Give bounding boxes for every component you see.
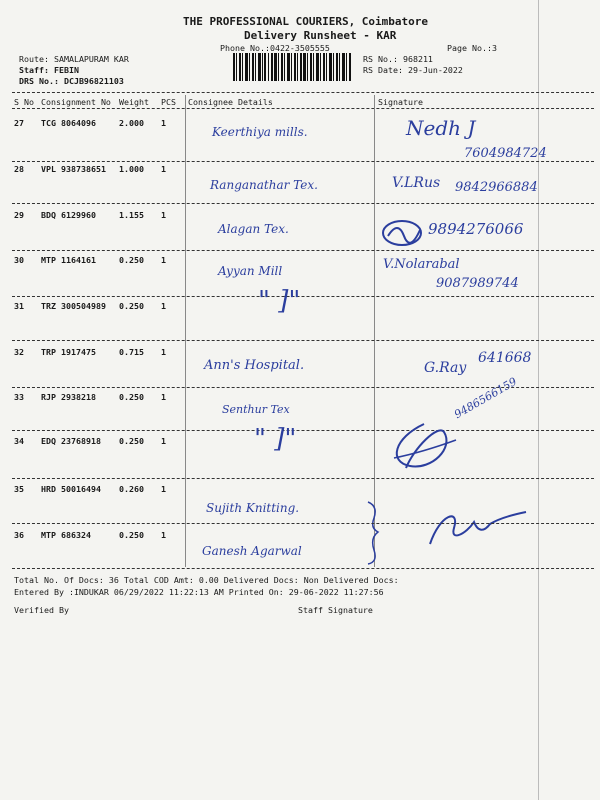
row-consignment: HRD 50016494 (41, 484, 101, 494)
header-divider (12, 92, 594, 93)
row-weight: 0.260 (119, 484, 144, 494)
row-consignee-handwriting: Alagan Tex. (218, 222, 289, 236)
row-weight: 0.715 (119, 347, 144, 357)
row-weight: 0.250 (119, 255, 144, 265)
row-weight: 0.250 (119, 301, 144, 311)
rs-date: RS Date: 29-Jun-2022 (363, 65, 463, 75)
row-sno: 27 (14, 118, 24, 128)
row-consignee-handwriting: Senthur Tex (222, 403, 290, 416)
row-signature-phone: 9894276066 (428, 220, 524, 238)
row-pcs: 1 (161, 530, 166, 540)
row-consignment: TCG 8064096 (41, 118, 96, 128)
row-sno: 34 (14, 436, 24, 446)
row-weight: 0.250 (119, 436, 144, 446)
row-weight: 0.250 (119, 530, 144, 540)
page-number: Page No.:3 (447, 43, 497, 53)
row-sno: 31 (14, 301, 24, 311)
row-sno: 28 (14, 164, 24, 174)
row-divider (12, 296, 594, 297)
col-weight: Weight (119, 97, 149, 107)
route-label: Route: SAMALAPURAM KAR (19, 54, 129, 64)
bracket-mark-icon (364, 498, 384, 568)
row-weight: 2.000 (119, 118, 144, 128)
row-weight: 1.000 (119, 164, 144, 174)
row-signature-phone: 9486566159 (452, 375, 520, 422)
ditto-mark: " ]" (258, 286, 301, 316)
row-consignee-handwriting: Ayyan Mill (218, 264, 283, 278)
col-pcs: PCS (161, 97, 176, 107)
row-pcs: 1 (161, 484, 166, 494)
col-consignment: Consignment No (41, 97, 111, 107)
row-consignment: RJP 2938218 (41, 392, 96, 402)
page-edge-line (538, 0, 539, 800)
row-weight: 1.155 (119, 210, 144, 220)
row-divider (12, 161, 594, 162)
row-consignment: TRP 1917475 (41, 347, 96, 357)
phone-number: Phone No.:0422-3505555 (220, 43, 330, 53)
row-pcs: 1 (161, 210, 166, 220)
row-consignee-handwriting: Ranganathar Tex. (210, 178, 318, 192)
row-weight: 0.250 (119, 392, 144, 402)
entered-by-line: Entered By :INDUKAR 06/29/2022 11:22:13 AM Printed On: 29-06-2022 11:27:56 (14, 587, 384, 597)
row-sno: 30 (14, 255, 24, 265)
consignee-column-line (185, 95, 186, 567)
rs-number: RS No.: 968211 (363, 54, 433, 64)
row-divider (12, 250, 594, 251)
staff-signature-label: Staff Signature (298, 605, 373, 615)
row-consignee-handwriting: Keerthiya mills. (212, 125, 308, 139)
row-divider (12, 568, 594, 569)
row-signature: G.Ray (424, 360, 467, 376)
sheet-title: Delivery Runsheet - KAR (244, 29, 397, 42)
row-sno: 29 (14, 210, 24, 220)
row-sno: 32 (14, 347, 24, 357)
row-consignment: EDQ 23768918 (41, 436, 101, 446)
ditto-mark: " ]" (254, 424, 297, 454)
row-consignment: BDQ 6129960 (41, 210, 96, 220)
totals-line: Total No. Of Docs: 36 Total COD Amt: 0.00 Delivered Docs: Non Delivered Docs: (14, 575, 399, 585)
row-signature: V.Nolarabal (383, 257, 460, 272)
row-sno: 35 (14, 484, 24, 494)
signature-column-line (374, 95, 375, 567)
row-divider (12, 478, 594, 479)
signature-scribble-icon (384, 418, 462, 478)
row-pcs: 1 (161, 301, 166, 311)
row-signature-phone: 9842966884 (455, 180, 538, 195)
signature-scribble-icon (380, 216, 428, 248)
row-signature-phone: 9087989744 (436, 276, 519, 291)
row-pcs: 1 (161, 164, 166, 174)
row-pcs: 1 (161, 118, 166, 128)
signature-scribble-icon (420, 504, 530, 550)
row-pcs: 1 (161, 255, 166, 265)
col-consignee: Consignee Details (188, 97, 273, 107)
row-signature: V.LRus (392, 175, 441, 191)
row-divider (12, 523, 594, 524)
staff-label: Staff: FEBIN (19, 65, 79, 75)
row-divider (12, 430, 594, 431)
row-signature-phone: 7604984724 (464, 146, 547, 161)
row-pcs: 1 (161, 392, 166, 402)
row-divider (12, 203, 594, 204)
row-consignment: MTP 686324 (41, 530, 91, 540)
row-pcs: 1 (161, 347, 166, 357)
row-divider (12, 340, 594, 341)
verified-by-label: Verified By (14, 605, 69, 615)
row-pcs: 1 (161, 436, 166, 446)
row-signature: Nedh J (406, 116, 476, 140)
row-consignee-handwriting: Ganesh Agarwal (202, 544, 302, 558)
row-consignment: TRZ 300504989 (41, 301, 106, 311)
barcode-image (233, 53, 351, 81)
drs-number: DRS No.: DCJB96821103 (19, 76, 124, 86)
row-signature-phone: 641668 (478, 350, 532, 366)
row-consignee-handwriting: Sujith Knitting. (206, 501, 300, 515)
row-consignee-handwriting: Ann's Hospital. (204, 358, 305, 373)
row-consignment: VPL 938738651 (41, 164, 106, 174)
row-consignment: MTP 1164161 (41, 255, 96, 265)
row-sno: 36 (14, 530, 24, 540)
col-signature: Signature (378, 97, 423, 107)
company-title: THE PROFESSIONAL COURIERS, Coimbatore (183, 15, 429, 28)
col-sno: S No (14, 97, 34, 107)
row-sno: 33 (14, 392, 24, 402)
header-divider-bottom (12, 108, 594, 109)
